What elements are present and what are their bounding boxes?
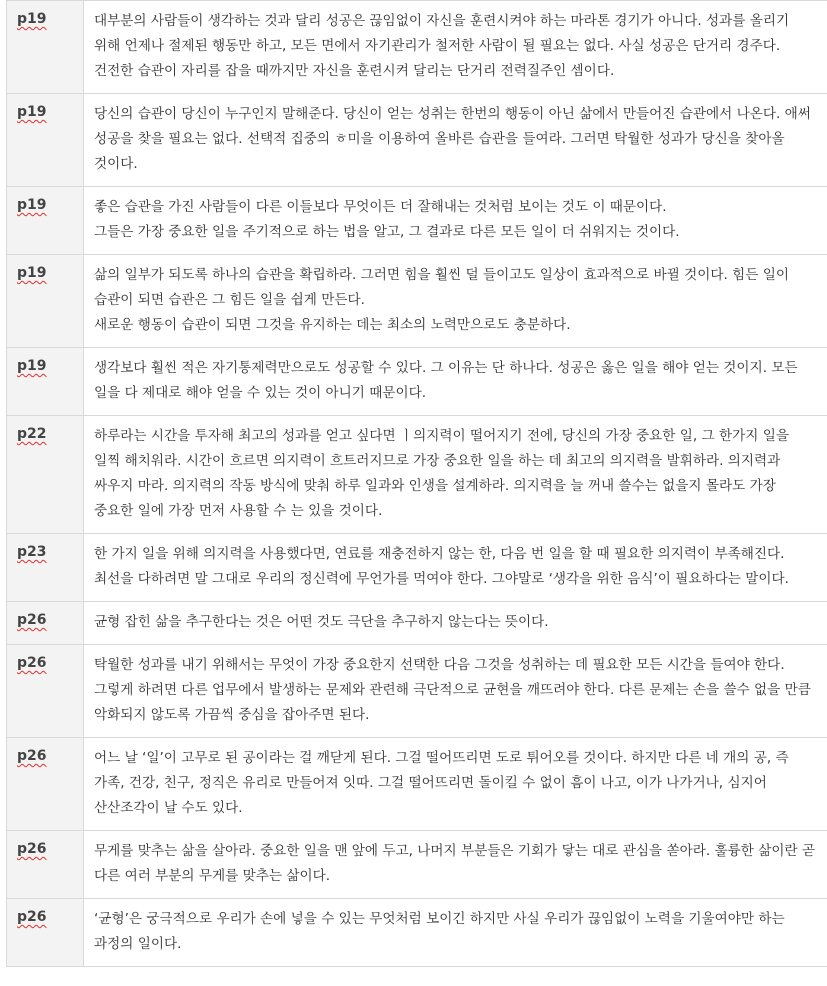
quote-text: 대부분의 사람들이 생각하는 것과 달리 성공은 끊임없이 자신을 훈련시켜야 하는 마라톤 경기가 아니다. 성과를 올리기 위해 언제나 절제된 행동만 하고, 모든 면에서 자기관리가 철저한 사람이 될 필요는 없다. 사실 성공은 단거리 경주다. 건전한 습관이 자리를 잡을 때까지만 자신을 훈련시켜 달리는 단거리 전력질주인 셈이다. — [94, 13, 790, 79]
quote-text: 생각보다 훨씬 적은 자기통제력만으로도 성공할 수 있다. 그 이유는 단 하나다. 성공은 옳은 일을 해야 얻는 것이지. 모든 일을 다 제대로 해야 얻을 수 있는 것이 아니기 때문이다. — [94, 360, 798, 401]
page-number-cell — [7, 255, 84, 347]
page-number: p23 — [17, 544, 47, 560]
page-number-cell — [7, 348, 84, 415]
page-number: p26 — [17, 612, 47, 628]
page-number: p26 — [17, 909, 47, 925]
page-number-cell — [7, 899, 84, 966]
page-number-cell — [7, 831, 84, 898]
page-number-cell — [7, 416, 84, 533]
page-number: p19 — [17, 358, 47, 374]
table-row — [6, 602, 827, 645]
page-number-cell — [7, 1, 84, 93]
page-number-cell — [7, 645, 84, 737]
quote-text: 좋은 습관을 가진 사람들이 다른 이들보다 무엇이든 더 잘해내는 것처럼 보이는 것도 이 때문이다. 그들은 가장 중요한 일을 주기적으로 하는 법을 알고, 그 결과로 다른 모든 일이 더 쉬워지는 것이다. — [94, 199, 680, 240]
page-number: p26 — [17, 655, 47, 671]
page-number-cell — [7, 602, 84, 644]
page-number-cell — [7, 187, 84, 254]
notes-table — [6, 0, 827, 967]
table-row — [6, 348, 827, 416]
quote-text: 삶의 일부가 되도록 하나의 습관을 확립하라. 그러면 힘을 훨씬 덜 들이고도 일상이 효과적으로 바뀔 것이다. 힘든 일이 습관이 되면 습관은 그 힘든 일을 쉽게 만든다. 새로운 행동이 습관이 되면 그것을 유지하는 데는 최소의 노력만으로도 충분하다. — [94, 267, 789, 333]
table-row — [6, 738, 827, 831]
page-number-cell — [7, 738, 84, 830]
quote-text: 하루라는 시간을 투자해 최고의 성과를 얻고 싶다면 ㅣ의지력이 떨어지기 전에, 당신의 가장 중요한 일, 그 한가지 일을 일찍 해치워라. 시간이 흐르면 의지력이 흐트러지므로 가장 중요한 일을 하는 데 최고의 의지력을 발휘하라. 의지력과 싸우지 마라. 의지력의 작동 방식에 맞춰 하루 일과와 인생을 설계하라. 의지력을 늘 꺼내 쓸수는 없을지 몰라도 가장 중요한 일에 가장 먼저 사용할 수 는 있을 것이다. — [94, 428, 789, 519]
quote-text: 균형 잡힌 삶을 추구한다는 것은 어떤 것도 극단을 추구하지 않는다는 뜻이다. — [94, 614, 549, 630]
quote-text: ‘균형’은 궁극적으로 우리가 손에 넣을 수 있는 무엇처럼 보이긴 하지만 사실 우리가 끊임없이 노력을 기울여야만 하는 과정의 일이다. — [94, 911, 785, 952]
table-row — [6, 94, 827, 187]
page-number: p19 — [17, 11, 47, 27]
page-number: p19 — [17, 104, 47, 120]
page-number-cell — [7, 94, 84, 186]
page-number: p19 — [17, 197, 47, 213]
table-row — [6, 645, 827, 738]
table-row — [6, 534, 827, 602]
page-number-cell — [7, 534, 84, 601]
quote-text: 어느 날 ‘일’이 고무로 된 공이라는 걸 깨닫게 된다. 그걸 떨어뜨리면 도로 튀어오를 것이다. 하지만 다른 네 개의 공, 즉 가족, 건강, 친구, 정직은 유리로 만들어져 잇따. 그걸 떨어뜨리면 돌이킬 수 없이 흠이 나고, 이가 나가거나, 심지어 산산조각이 날 수도 있다. — [94, 750, 789, 816]
table-row — [6, 899, 827, 967]
quote-text: 탁월한 성과를 내기 위해서는 무엇이 가장 중요한지 선택한 다음 그것을 성취하는 데 필요한 모든 시간을 들여야 한다. 그렇게 하려면 다른 업무에서 발생하는 문제와 관련해 극단적으로 균현을 깨뜨려야 한다. 다른 문제는 손을 쓸수 없을 만큼 악화되지 않도록 가끔씩 중심을 잡아주면 된다. — [94, 657, 811, 723]
table-row — [6, 831, 827, 899]
quote-text: 한 가지 일을 위해 의지력을 사용했다면, 연료를 재충전하지 않는 한, 다음 번 일을 할 때 필요한 의지력이 부족해진다. 최선을 다하려면 말 그대로 우리의 정신력에 무언가를 먹여야 한다. 그야말로 ‘생각을 위한 음식’이 필요하다는 말이다. — [94, 546, 789, 587]
page-number: p19 — [17, 265, 47, 281]
page-number: p26 — [17, 748, 47, 764]
page-number: p22 — [17, 426, 47, 442]
table-row — [6, 187, 827, 255]
page-number: p26 — [17, 841, 47, 857]
table-row — [6, 416, 827, 534]
table-row — [6, 255, 827, 348]
quote-text: 당신의 습관이 당신이 누구인지 말해준다. 당신이 얻는 성취는 한번의 행동이 아닌 삶에서 만들어진 습관에서 나온다. 애써 성공을 찾을 필요는 없다. 선택적 집중의 ㅎ미을 이용하여 올바른 습관을 들여라. 그러면 탁월한 성과가 당신을 찾아올 것이다. — [94, 106, 811, 172]
table-row — [6, 1, 827, 94]
quote-text: 무게를 맞추는 삶을 살아라. 중요한 일을 맨 앞에 두고, 나머지 부분들은 기회가 닿는 대로 관심을 쏟아라. 훌륭한 삶이란 곧 다른 여러 부분의 무게를 맞추는 삶이다. — [94, 843, 816, 884]
